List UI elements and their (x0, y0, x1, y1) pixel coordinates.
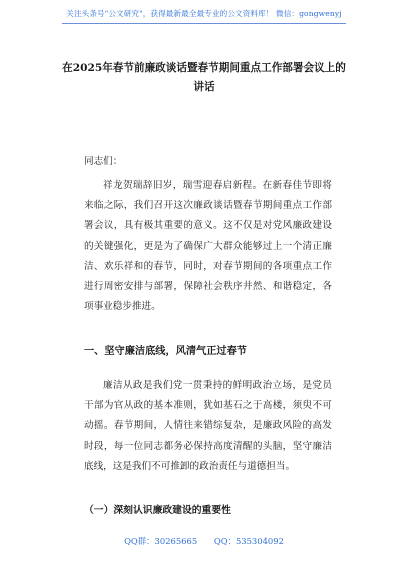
document-title: 在2025年春节前廉政谈话暨春节期间重点工作部署会议上的讲话 (62, 62, 346, 93)
salutation: 同志们： (84, 156, 123, 167)
footer-contact (0, 535, 408, 547)
paragraph-intro: 祥龙贺瑞辞旧岁，瑞雪迎春启新程。在新春佳节即将来临之际，我们召开这次廉政谈话暨春节期间重点工作部署会议，具有极其重要的意义。这不仅是对党风廉政建设的关键强化，更是为了确保广大群众能够过上一个清正廉洁、欢乐祥和的春节，同时，对春节期间的各项重点工作进行周密安排与部署，保障社会秩序井然、和谐稳定，各项事业稳步推进。 (84, 180, 332, 313)
section-heading-1: 一、坚守廉洁底线，风清气正过春节 (84, 345, 247, 357)
footer-qq-group: QQ群：30265665 (124, 536, 198, 546)
header-divider (62, 23, 346, 24)
subsection-heading-1: （一）深刻认识廉政建设的重要性 (84, 505, 231, 516)
paragraph-section-1: 廉洁从政是我们党一贯秉持的鲜明政治立场，是党员干部为官从政的基本准则，犹如基石之于高楼，须臾不可动摇。春节期间，人情往来错综复杂，是廉政风险的高发时段，每一位同志都务必保持高度清醒的头脑，坚守廉洁底线，这是我们不可推卸的政治责任与道德担当。 (84, 380, 332, 472)
header-banner: 关注头条号"公文研究"，获得最新最全最专业的公文资料库！ 微信：gongwenyj (66, 9, 342, 18)
footer-qq-number: QQ：535304092 (213, 536, 284, 546)
